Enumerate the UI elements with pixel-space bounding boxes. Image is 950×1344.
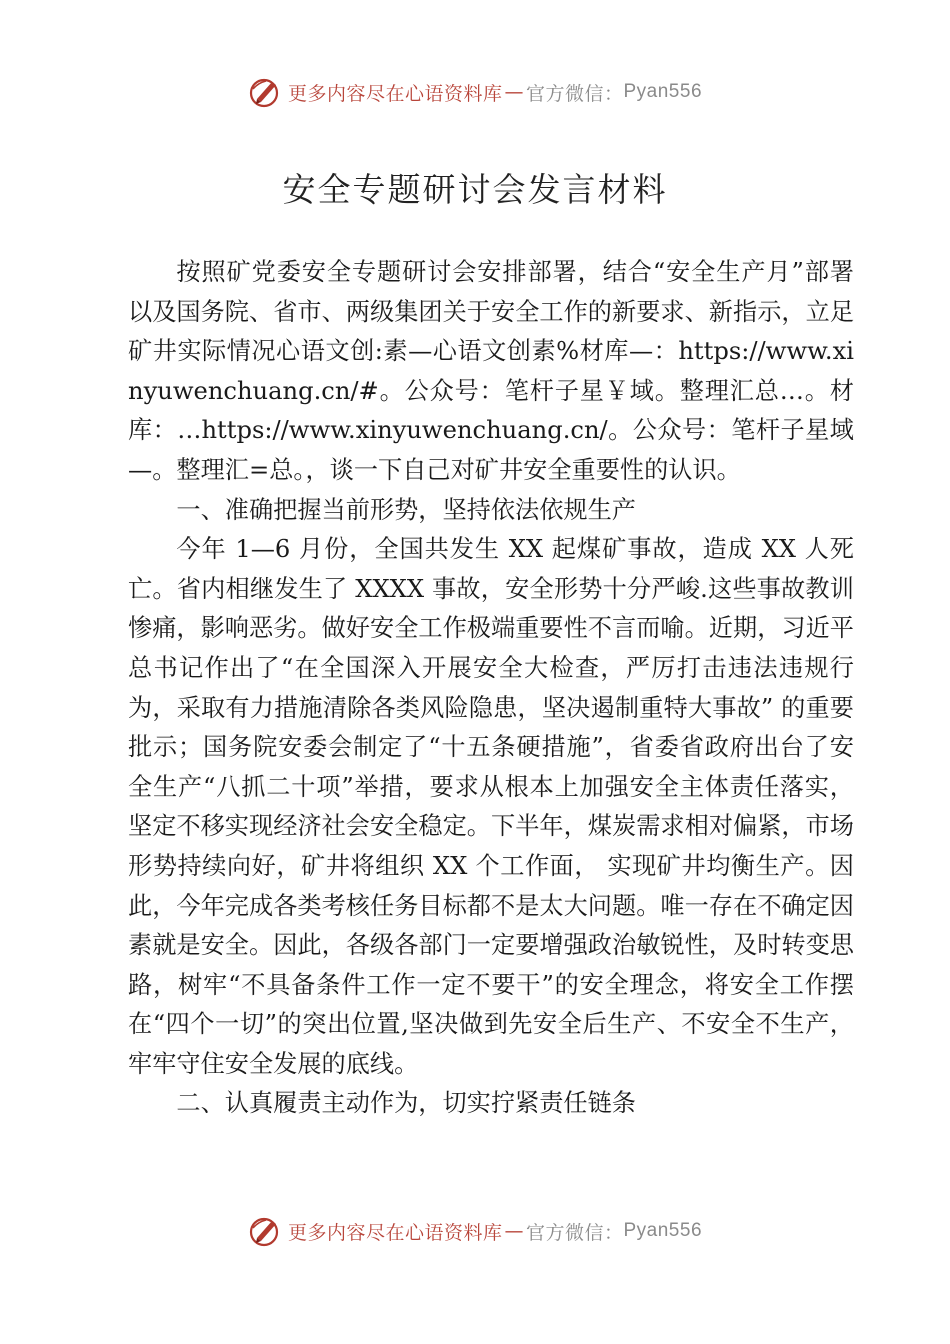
- banner-wechat-label: 官方微信：: [525, 82, 624, 105]
- banner-separator: —: [504, 1220, 524, 1242]
- banner-brand-text: 更多内容尽在心语资料库: [287, 1221, 503, 1244]
- intro-paragraph: 按照矿党委安全专题研讨会安排部署，结合“安全生产月”部署以及国务院、省市、两级集团关于安全工作的新要求、新指示，立足矿井实际情况心语文创:素—心语文创素%材库—：https://www.xinyuwenchuang.cn/#。公众号：笔杆子星￥域。整理汇总…。材库：…https://www.xinyuwenchuang.cn/。公众号：笔杆子星域—。整理汇=总。，谈一下自己对矿井安全重要性的认识。: [128, 258, 854, 484]
- pen-logo-icon: [248, 1214, 282, 1248]
- banner-brand-text: 更多内容尽在心语资料库: [287, 82, 503, 105]
- pen-logo-icon: [248, 75, 282, 109]
- document-title: 安全专题研讨会发言材料: [282, 170, 668, 209]
- section-heading-2: 二、认真履责主动作为，切实拧紧责任链条: [176, 1089, 636, 1118]
- banner-wechat-id: Pyan556: [623, 1220, 703, 1241]
- banner-separator: —: [504, 81, 524, 103]
- section-1-paragraph: 今年 1—6 月份，全国共发生 XX 起煤矿事故，造成 XX 人死亡。省内相继发生了 XXXX 事故，安全形势十分严峻.这些事故教训惨痛，影响恶劣。做好安全工作极端重要性不言而喻。近期，习近平总书记作出了“在全国深入开展安全大检查，严厉打击违法违规行为，采取有力措施清除各类风险隐患，坚决遏制重特大事故” 的重要批示；国务院安委会制定了“十五条硬措施”，省委省政府出台了安全生产“八抓二十项”举措，要求从根本上加强安全主体责任落实，坚定不移实现经济社会安全稳定。下半年，煤炭需求相对偏紧，市场形势持续向好，矿井将组织 XX 个工作面， 实现矿井均衡生产。因此，今年完成各类考核任务目标都不是太大问题。唯一存在不确定因素就是安全。因此，各级各部门一定要增强政治敏锐性，及时转变思路，树牢“不具备条件工作一定不要干”的安全理念，将安全工作摆在“四个一切”的突出位置,坚决做到先安全后生产、不安全不生产，牢牢守住安全发展的底线。: [128, 535, 854, 1078]
- document-body: [128, 253, 854, 1124]
- section-heading-1: 一、准确把握当前形势，坚持依法依规生产: [176, 495, 636, 524]
- banner-wechat-label: 官方微信：: [525, 1221, 624, 1244]
- footer-watermark-banner: [0, 1209, 950, 1253]
- banner-wechat-id: Pyan556: [623, 81, 703, 102]
- header-watermark-banner: [0, 70, 950, 114]
